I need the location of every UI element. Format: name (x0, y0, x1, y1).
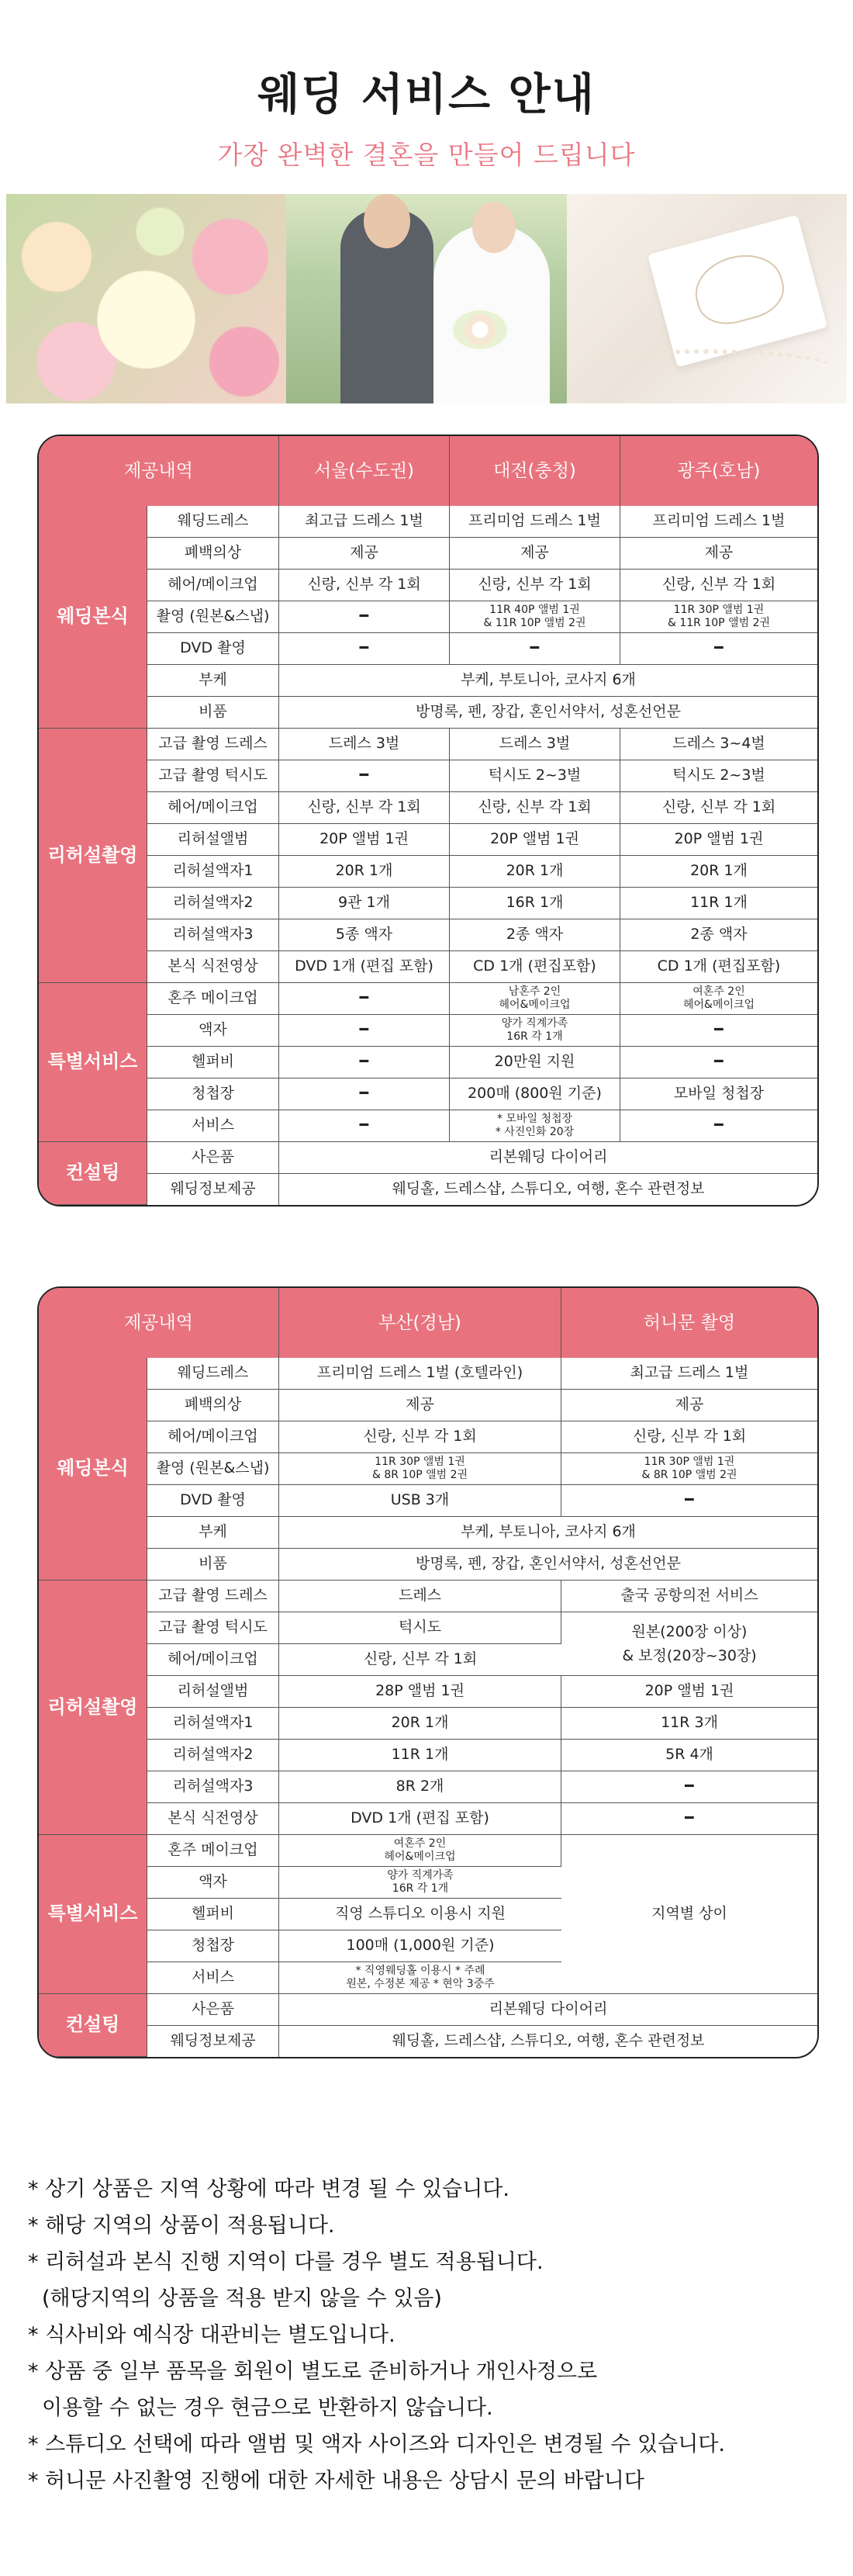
value-cell: 20R 1개 (620, 856, 817, 888)
value-cell: 여혼주 2인 헤어&메이크업 (279, 1835, 561, 1867)
item-cell: 서비스 (147, 1110, 279, 1142)
span-cell: 웨딩홀, 드레스샵, 스튜디오, 여행, 혼수 관련정보 (392, 1180, 705, 1198)
value-cell: 턱시도 2~3벌 (620, 760, 817, 792)
item-cell: 리허설앨범 (147, 824, 279, 856)
value-cell: 신랑, 신부 각 1회 (279, 570, 450, 601)
table-row (39, 1771, 817, 1803)
bride-head (472, 202, 516, 253)
value-cell: ━ (561, 1771, 817, 1803)
note-item: * 리허설과 본식 진행 지역이 다를 경우 별도 적용됩니다. (28, 2250, 544, 2274)
value-cell: 20P 앨범 1권 (561, 1676, 817, 1708)
span-cell: 부케, 부토니아, 코사지 6개 (279, 665, 817, 697)
category-cell: 컨설팅 (39, 1142, 147, 1205)
note-item: * 해당 지역의 상품이 적용됩니다. (28, 2214, 335, 2238)
value-cell: 100매 (1,000원 기준) (279, 1930, 561, 1962)
value-cell: 제공 (279, 538, 450, 570)
value-cell: 드레스 3~4벌 (620, 729, 817, 760)
item-cell: DVD 촬영 (147, 633, 279, 665)
table-row (39, 888, 817, 919)
value-cell: 프리미엄 드레스 1벌 (620, 506, 817, 538)
item-cell: 사은품 (147, 1142, 279, 1174)
header-daejeon: 대전(충청) (450, 436, 620, 506)
item-cell: 웨딩정보제공 (147, 1174, 279, 1205)
item-cell: 리허설액자1 (147, 1708, 279, 1740)
category-cell: 특별서비스 (39, 983, 147, 1142)
value-cell: 11R 40P 앨범 1권 & 11R 10P 앨범 2권 (450, 601, 620, 633)
table-row (39, 1142, 817, 1174)
value-cell: DVD 1개 (편집 포함) (279, 951, 450, 983)
item-cell: 사은품 (147, 1994, 279, 2026)
table-header-row (39, 436, 817, 506)
item-cell: 액자 (147, 1867, 279, 1899)
page-subtitle: 가장 완벽한 결혼을 만들어 드립니다 (217, 140, 636, 170)
value-cell: ━ (620, 1047, 817, 1079)
table-row (39, 1015, 817, 1047)
table-row (39, 1110, 817, 1142)
item-cell: 본식 식전영상 (147, 1803, 279, 1835)
value-cell: 9관 1개 (279, 888, 450, 919)
value-cell: 20R 1개 (279, 856, 450, 888)
value-cell: 출국 공항의전 서비스 (561, 1581, 817, 1612)
table-row (39, 1708, 817, 1740)
span-cell: 부케, 부토니아, 코사지 6개 (279, 1517, 817, 1549)
value-cell: CD 1개 (편집포함) (450, 951, 620, 983)
value-cell: * 모바일 청첩장 * 사진인화 20장 (450, 1110, 620, 1142)
roses-photo (6, 194, 286, 403)
value-cell: 지역별 상이 (561, 1835, 817, 1994)
table-row (39, 1079, 817, 1110)
value-cell: 11R 1개 (279, 1740, 561, 1771)
item-cell: 고급 촬영 턱시도 (147, 1612, 279, 1644)
invitation-photo (567, 194, 847, 403)
value-cell: 모바일 청첩장 (620, 1079, 817, 1110)
value-cell: 원본(200장 이상) & 보정(20장~30장) (561, 1612, 817, 1676)
value-cell: 드레스 (279, 1581, 561, 1612)
note-item: * 허니문 사진촬영 진행에 대한 자세한 내용은 상담시 문의 바랍니다 (28, 2469, 644, 2493)
service-table-regions-1 (37, 435, 819, 1207)
note-item: (해당지역의 상품을 적용 받지 않을 수 있음) (42, 2287, 442, 2311)
category-cell: 컨설팅 (39, 1994, 147, 2057)
table-row (39, 665, 817, 697)
table-row (39, 1994, 817, 2026)
value-cell: 프리미엄 드레스 1벌 (450, 506, 620, 538)
value-cell: ━ (279, 1047, 450, 1079)
item-cell: 헤어/메이크업 (147, 1644, 279, 1676)
value-cell: 신랑, 신부 각 1회 (450, 570, 620, 601)
item-cell: 리허설앨범 (147, 1676, 279, 1708)
note-item: * 상기 상품은 지역 상황에 따라 변경 될 수 있습니다. (28, 2177, 509, 2201)
value-cell: 드레스 3벌 (279, 729, 450, 760)
value-cell: 11R 30P 앨범 1권 & 11R 10P 앨범 2권 (620, 601, 817, 633)
value-cell: ━ (620, 633, 817, 665)
value-cell: 8R 2개 (279, 1771, 561, 1803)
header-gwangju: 광주(호남) (620, 436, 817, 506)
value-cell: * 직영웨딩홀 이용시 * 주례 원본, 수정본 제공 * 현악 3중주 (279, 1962, 561, 1994)
item-cell: 리허설액자1 (147, 856, 279, 888)
item-cell: 혼주 메이크업 (147, 983, 279, 1015)
value-cell: 20만원 지원 (450, 1047, 620, 1079)
span-cell: 웨딩홀, 드레스샵, 스튜디오, 여행, 혼수 관련정보 (392, 2032, 705, 2050)
item-cell: 폐백의상 (147, 538, 279, 570)
span-cell: 리본웨딩 다이어리 (279, 1994, 817, 2026)
table-row (39, 1485, 817, 1517)
category-cell: 웨딩본식 (39, 506, 147, 729)
item-cell: 리허설액자3 (147, 919, 279, 951)
value-cell: 16R 1개 (450, 888, 620, 919)
item-cell: DVD 촬영 (147, 1485, 279, 1517)
table-row (39, 824, 817, 856)
category-cell: 웨딩본식 (39, 1358, 147, 1581)
item-cell: 혼주 메이크업 (147, 1835, 279, 1867)
table-row (39, 506, 817, 538)
value-cell: ━ (279, 1015, 450, 1047)
value-cell: ━ (620, 1110, 817, 1142)
couple-photo (286, 194, 566, 403)
service-table-regions-2 (37, 1286, 819, 2058)
note-item: * 스튜디오 선택에 따라 앨범 및 액자 사이즈와 디자인은 변경될 수 있습니다. (28, 2432, 725, 2457)
value-cell: 양가 직계가족 16R 각 1개 (450, 1015, 620, 1047)
table-row (39, 1421, 817, 1453)
header-honeymoon: 허니문 촬영 (561, 1288, 817, 1358)
note-item: * 식사비와 예식장 대관비는 별도입니다. (28, 2323, 395, 2347)
item-cell: 헬퍼비 (147, 1899, 279, 1930)
item-cell: 서비스 (147, 1962, 279, 1994)
value-cell: 11R 30P 앨범 1권 & 8R 10P 앨범 2권 (561, 1453, 817, 1485)
table-header-row (39, 1288, 817, 1358)
item-cell: 웨딩드레스 (147, 506, 279, 538)
value-cell: 20P 앨범 1권 (620, 824, 817, 856)
span-cell: 방명록, 펜, 장갑, 혼인서약서, 성혼선언문 (279, 1549, 817, 1581)
page-title: 웨딩 서비스 안내 (257, 70, 596, 120)
table-row (39, 1803, 817, 1835)
groom-head (364, 194, 410, 248)
item-cell: 고급 촬영 턱시도 (147, 760, 279, 792)
value-cell: 11R 1개 (620, 888, 817, 919)
table-row (39, 2026, 817, 2057)
pearl-string (582, 349, 831, 385)
table-row (39, 760, 817, 792)
value-cell: ━ (279, 760, 450, 792)
item-cell: 웨딩정보제공 (147, 2026, 279, 2057)
value-cell: 200매 (800원 기준) (450, 1079, 620, 1110)
value-cell: 5R 4개 (561, 1740, 817, 1771)
value-cell: 20R 1개 (450, 856, 620, 888)
value-cell: 최고급 드레스 1벌 (279, 506, 450, 538)
table-row (39, 1047, 817, 1079)
item-cell: 부케 (147, 1517, 279, 1549)
value-cell: ━ (279, 983, 450, 1015)
header-busan: 부산(경남) (279, 1288, 561, 1358)
item-cell: 액자 (147, 1015, 279, 1047)
value-cell: 신랑, 신부 각 1회 (450, 792, 620, 824)
value-cell: 턱시도 (279, 1612, 561, 1644)
value-cell: 신랑, 신부 각 1회 (620, 570, 817, 601)
header-provided: 제공내역 (39, 436, 279, 506)
table-row (39, 1835, 817, 1867)
item-cell: 본식 식전영상 (147, 951, 279, 983)
value-cell: 양가 직계가족 16R 각 1개 (279, 1867, 561, 1899)
span-cell: 방명록, 펜, 장갑, 혼인서약서, 성혼선언문 (279, 697, 817, 729)
value-cell: 제공 (450, 538, 620, 570)
table-row (39, 1390, 817, 1421)
table-row (39, 1517, 817, 1549)
category-cell: 리허설촬영 (39, 729, 147, 983)
value-cell: 20P 앨범 1권 (450, 824, 620, 856)
value-cell: 직영 스튜디오 이용시 지원 (279, 1899, 561, 1930)
value-cell: ━ (279, 633, 450, 665)
item-cell: 비품 (147, 1549, 279, 1581)
item-cell: 폐백의상 (147, 1390, 279, 1421)
item-cell: 고급 촬영 드레스 (147, 729, 279, 760)
item-cell: 리허설액자2 (147, 888, 279, 919)
item-cell: 청첩장 (147, 1079, 279, 1110)
item-cell: 고급 촬영 드레스 (147, 1581, 279, 1612)
item-cell: 촬영 (원본&스냅) (147, 1453, 279, 1485)
item-cell: 헤어/메이크업 (147, 792, 279, 824)
category-cell: 특별서비스 (39, 1835, 147, 1994)
value-cell: 여혼주 2인 헤어&메이크업 (620, 983, 817, 1015)
table-row (39, 570, 817, 601)
table-row (39, 983, 817, 1015)
value-cell: 신랑, 신부 각 1회 (620, 792, 817, 824)
item-cell: 헤어/메이크업 (147, 1421, 279, 1453)
item-cell: 청첩장 (147, 1930, 279, 1962)
notes-list (28, 2179, 827, 2507)
table-row (39, 1453, 817, 1485)
item-cell: 헬퍼비 (147, 1047, 279, 1079)
note-item: 이용할 수 없는 경우 현금으로 반환하지 않습니다. (42, 2396, 493, 2420)
value-cell: 신랑, 신부 각 1회 (279, 1644, 561, 1676)
table-row (39, 951, 817, 983)
table-row (39, 856, 817, 888)
value-cell: ━ (279, 1110, 450, 1142)
bouquet-shape (453, 310, 507, 349)
value-cell: 드레스 3벌 (450, 729, 620, 760)
value-cell: 28P 앨범 1권 (279, 1676, 561, 1708)
value-cell: 제공 (561, 1390, 817, 1421)
value-cell: USB 3개 (279, 1485, 561, 1517)
table-row (39, 697, 817, 729)
table-row (39, 1581, 817, 1612)
note-item: * 상품 중 일부 품목을 회원이 별도로 준비하거나 개인사정으로 (28, 2360, 598, 2384)
page-header (0, 0, 853, 171)
table-row (39, 1549, 817, 1581)
item-cell: 부케 (147, 665, 279, 697)
hero-photo-strip (6, 194, 847, 403)
table-row (39, 1676, 817, 1708)
value-cell: 프리미엄 드레스 1벌 (호텔라인) (279, 1358, 561, 1390)
value-cell: 신랑, 신부 각 1회 (561, 1421, 817, 1453)
span-cell: 리본웨딩 다이어리 (279, 1142, 817, 1174)
header-provided: 제공내역 (39, 1288, 279, 1358)
item-cell: 촬영 (원본&스냅) (147, 601, 279, 633)
table-row (39, 601, 817, 633)
table-row (39, 538, 817, 570)
value-cell: 제공 (620, 538, 817, 570)
value-cell: ━ (561, 1803, 817, 1835)
table-row (39, 633, 817, 665)
value-cell: 신랑, 신부 각 1회 (279, 792, 450, 824)
value-cell: ━ (279, 1079, 450, 1110)
value-cell: 최고급 드레스 1벌 (561, 1358, 817, 1390)
header-seoul: 서울(수도권) (279, 436, 450, 506)
table-row (39, 1358, 817, 1390)
value-cell: ━ (279, 601, 450, 633)
value-cell: ━ (450, 633, 620, 665)
value-cell: DVD 1개 (편집 포함) (279, 1803, 561, 1835)
value-cell: CD 1개 (편집포함) (620, 951, 817, 983)
value-cell: 남혼주 2인 헤어&메이크업 (450, 983, 620, 1015)
table-row (39, 1174, 817, 1205)
item-cell: 리허설액자2 (147, 1740, 279, 1771)
value-cell: 턱시도 2~3벌 (450, 760, 620, 792)
value-cell: 2종 액자 (620, 919, 817, 951)
value-cell: 20R 1개 (279, 1708, 561, 1740)
value-cell: ━ (561, 1485, 817, 1517)
category-cell: 리허설촬영 (39, 1581, 147, 1835)
table-row (39, 1612, 817, 1644)
value-cell: 20P 앨범 1권 (279, 824, 450, 856)
table-row (39, 919, 817, 951)
value-cell: 제공 (279, 1390, 561, 1421)
value-cell: 11R 30P 앨범 1권 & 8R 10P 앨범 2권 (279, 1453, 561, 1485)
value-cell: ━ (620, 1015, 817, 1047)
table-row (39, 729, 817, 760)
item-cell: 웨딩드레스 (147, 1358, 279, 1390)
value-cell: 11R 3개 (561, 1708, 817, 1740)
table-row (39, 792, 817, 824)
item-cell: 헤어/메이크업 (147, 570, 279, 601)
item-cell: 비품 (147, 697, 279, 729)
value-cell: 2종 액자 (450, 919, 620, 951)
value-cell: 5종 액자 (279, 919, 450, 951)
item-cell: 리허설액자3 (147, 1771, 279, 1803)
table-row (39, 1740, 817, 1771)
value-cell: 신랑, 신부 각 1회 (279, 1421, 561, 1453)
